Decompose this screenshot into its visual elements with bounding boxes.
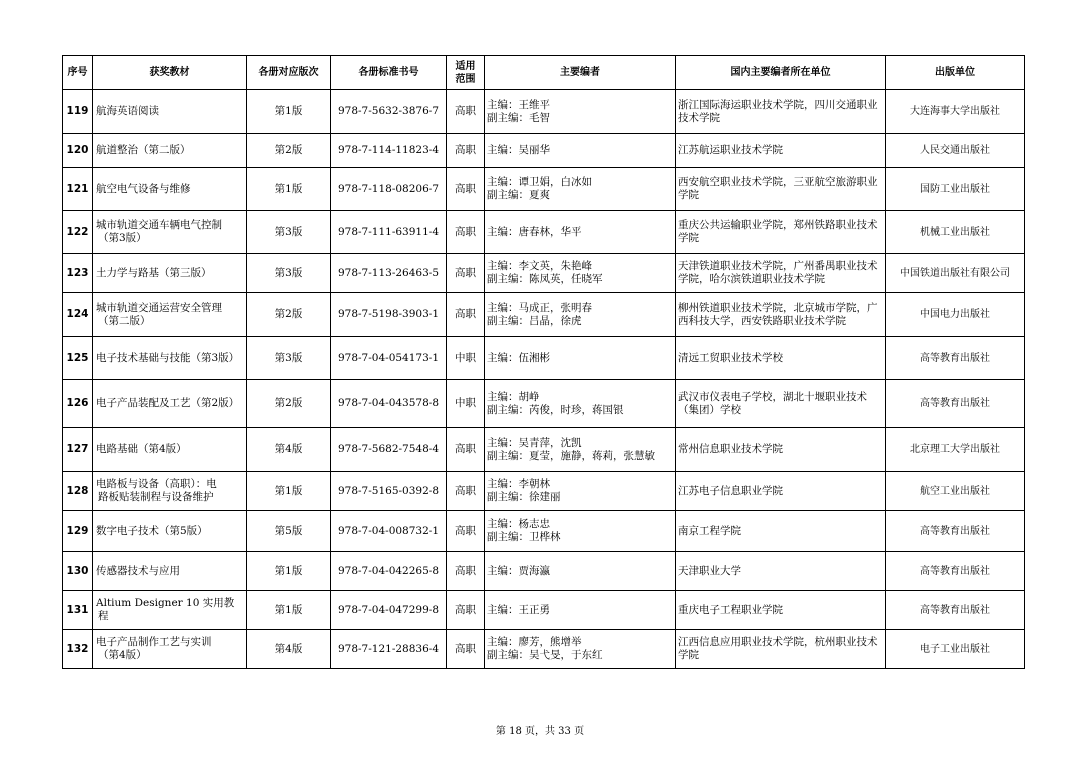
- cell-title-line1: 航道整治（第二版）: [96, 144, 191, 156]
- cell-scope: 高职: [447, 90, 485, 134]
- cell-editor-deputy: 副主编：陈凤英，任晓军: [487, 273, 603, 285]
- cell-unit: 西安航空职业技术学院，三亚航空旅游职业学院: [676, 168, 886, 211]
- cell-no: 122: [63, 211, 93, 254]
- header-scope-line2: 范围: [455, 73, 476, 85]
- cell-publisher: 高等教育出版社: [886, 511, 1025, 552]
- header-publisher: 出版单位: [886, 56, 1025, 90]
- cell-isbn: 978-7-04-054173-1: [331, 337, 447, 380]
- cell-title: [93, 293, 247, 337]
- cell-editor-chief: 主编：李文英，朱艳峰: [487, 260, 592, 272]
- cell-version: 第4版: [247, 630, 331, 669]
- cell-editor-deputy: 副主编：毛智: [487, 111, 550, 124]
- page-number: 第 18 页，共 33 页: [495, 726, 585, 737]
- table-row: [63, 211, 1025, 254]
- cell-publisher: 中国电力出版社: [886, 293, 1025, 337]
- table-row: [63, 254, 1025, 293]
- cell-editors: [485, 472, 676, 511]
- cell-editor-chief: 主编：王正勇: [487, 603, 550, 616]
- cell-editors: [485, 134, 676, 168]
- cell-unit: 重庆公共运输职业学院，郑州铁路职业技术学院: [676, 211, 886, 254]
- cell-publisher: 高等教育出版社: [886, 552, 1025, 591]
- cell-publisher: 高等教育出版社: [886, 380, 1025, 428]
- award-table: [62, 55, 1025, 669]
- cell-unit: 江苏航运职业技术学院: [676, 134, 886, 168]
- table-row: [63, 134, 1025, 168]
- header-row: [63, 56, 1025, 90]
- cell-title-line1: 土力学与路基（第三版）: [96, 266, 212, 279]
- cell-editor-deputy: 副主编：徐建丽: [487, 491, 561, 503]
- cell-version: 第1版: [247, 90, 331, 134]
- cell-editors: [485, 254, 676, 293]
- cell-scope: 中职: [447, 337, 485, 380]
- table-row: [63, 90, 1025, 134]
- header-scope: [447, 56, 485, 90]
- cell-title-line1: 数字电子技术（第5版）: [96, 524, 208, 537]
- table-row: [63, 380, 1025, 428]
- cell-title-line2: 程: [98, 610, 109, 622]
- cell-editor-chief: 主编：李朝林: [487, 478, 550, 490]
- cell-editors: [485, 211, 676, 254]
- cell-title-line2: （第二版）: [98, 314, 151, 327]
- cell-isbn: 978-7-04-043578-8: [331, 380, 447, 428]
- cell-unit: 柳州铁道职业技术学院，北京城市学院，广西科技大学，西安铁路职业技术学院: [676, 293, 886, 337]
- cell-title-line1: 电路板与设备（高职）：电: [96, 478, 217, 490]
- cell-title: [93, 630, 247, 669]
- cell-no: 123: [63, 254, 93, 293]
- header-no: 序号: [63, 56, 93, 90]
- cell-version: 第2版: [247, 134, 331, 168]
- table-row: [63, 428, 1025, 472]
- cell-editor-chief: 主编：唐春林，华平: [487, 225, 582, 238]
- cell-unit: 常州信息职业技术学院: [676, 428, 886, 472]
- cell-isbn: 978-7-5198-3903-1: [331, 293, 447, 337]
- cell-isbn: 978-7-121-28836-4: [331, 630, 447, 669]
- cell-editors: [485, 380, 676, 428]
- cell-editors: [485, 90, 676, 134]
- cell-title: [93, 472, 247, 511]
- table-row: [63, 472, 1025, 511]
- cell-version: 第3版: [247, 211, 331, 254]
- header-units: 国内主要编者所在单位: [676, 56, 886, 90]
- cell-editor-deputy: 副主编：芮俊，时珍，蒋国银: [487, 403, 624, 416]
- cell-no: 129: [63, 511, 93, 552]
- header-isbn: 各册标准书号: [331, 56, 447, 90]
- cell-title-line1: 城市轨道交通车辆电气控制: [96, 219, 222, 231]
- table-row: [63, 511, 1025, 552]
- cell-no: 130: [63, 552, 93, 591]
- cell-title-line1: 电路基础（第4版）: [96, 443, 187, 455]
- cell-version: 第1版: [247, 591, 331, 630]
- cell-no: 124: [63, 293, 93, 337]
- cell-editor-chief: 主编：吴丽华: [487, 144, 550, 156]
- cell-scope: 中职: [447, 380, 485, 428]
- cell-title-line1: 电子产品制作工艺与实训: [96, 636, 212, 648]
- cell-no: 119: [63, 90, 93, 134]
- table-row: [63, 552, 1025, 591]
- cell-version: 第1版: [247, 552, 331, 591]
- cell-scope: 高职: [447, 630, 485, 669]
- cell-scope: 高职: [447, 591, 485, 630]
- cell-isbn: 978-7-5165-0392-8: [331, 472, 447, 511]
- cell-scope: 高职: [447, 168, 485, 211]
- cell-editors: [485, 630, 676, 669]
- cell-title-line1: 航空电气设备与维修: [96, 182, 191, 195]
- cell-editor-chief: 主编：吴青萍，沈凯: [487, 436, 582, 449]
- cell-unit: 清远工贸职业技术学校: [676, 337, 886, 380]
- cell-scope: 高职: [447, 472, 485, 511]
- cell-no: 125: [63, 337, 93, 380]
- cell-editor-deputy: 副主编：夏爽: [487, 189, 550, 201]
- cell-title: [93, 511, 247, 552]
- cell-publisher: 大连海事大学出版社: [886, 90, 1025, 134]
- cell-title: [93, 168, 247, 211]
- cell-unit: 江西信息应用职业技术学院，杭州职业技术学院: [676, 630, 886, 669]
- cell-publisher: 高等教育出版社: [886, 591, 1025, 630]
- cell-publisher: 电子工业出版社: [886, 630, 1025, 669]
- cell-editor-deputy: 副主编：吕晶，徐虎: [487, 314, 582, 327]
- cell-title: [93, 134, 247, 168]
- cell-title: [93, 337, 247, 380]
- cell-title: [93, 552, 247, 591]
- cell-scope: 高职: [447, 211, 485, 254]
- cell-editor-chief: 主编：谭卫娟，白冰如: [487, 176, 592, 188]
- cell-version: 第4版: [247, 428, 331, 472]
- cell-no: 132: [63, 630, 93, 669]
- cell-version: 第1版: [247, 168, 331, 211]
- cell-editors: [485, 293, 676, 337]
- cell-editor-chief: 主编：贾海瀛: [487, 564, 550, 577]
- header-title: 获奖教材: [93, 56, 247, 90]
- cell-publisher: 机械工业出版社: [886, 211, 1025, 254]
- cell-title-line1: 城市轨道交通运营安全管理: [96, 301, 222, 314]
- cell-publisher: 中国铁道出版社有限公司: [886, 254, 1025, 293]
- cell-unit: 江苏电子信息职业学院: [676, 472, 886, 511]
- cell-publisher: 航空工业出版社: [886, 472, 1025, 511]
- table-body: [63, 90, 1025, 669]
- cell-editor-chief: 主编：王维平: [487, 98, 550, 111]
- cell-title: [93, 428, 247, 472]
- cell-version: 第1版: [247, 472, 331, 511]
- cell-title: [93, 90, 247, 134]
- cell-editors: [485, 591, 676, 630]
- header-version: 各册对应版次: [247, 56, 331, 90]
- cell-editors: [485, 428, 676, 472]
- cell-publisher: 北京理工大学出版社: [886, 428, 1025, 472]
- cell-editor-chief: 主编：伍湘彬: [487, 351, 550, 364]
- cell-unit: 浙江国际海运职业技术学院，四川交通职业技术学院: [676, 90, 886, 134]
- cell-unit: 南京工程学院: [676, 511, 886, 552]
- cell-unit: 天津职业大学: [676, 552, 886, 591]
- cell-version: 第2版: [247, 380, 331, 428]
- header-editors: 主要编者: [485, 56, 676, 90]
- cell-editor-deputy: 副主编：吴弋旻，于东红: [487, 649, 603, 661]
- cell-title: [93, 380, 247, 428]
- cell-version: 第5版: [247, 511, 331, 552]
- cell-editors: [485, 168, 676, 211]
- table-row: [63, 293, 1025, 337]
- table-row: [63, 630, 1025, 669]
- cell-editors: [485, 511, 676, 552]
- cell-title-line1: 航海英语阅读: [96, 105, 159, 117]
- cell-editors: [485, 552, 676, 591]
- cell-scope: 高职: [447, 293, 485, 337]
- cell-no: 121: [63, 168, 93, 211]
- cell-isbn: 978-7-5632-3876-7: [331, 90, 447, 134]
- cell-editor-chief: 主编：廖芳，熊增举: [487, 636, 582, 648]
- cell-scope: 高职: [447, 254, 485, 293]
- cell-isbn: 978-7-118-08206-7: [331, 168, 447, 211]
- cell-isbn: 978-7-5682-7548-4: [331, 428, 447, 472]
- cell-publisher: 人民交通出版社: [886, 134, 1025, 168]
- cell-isbn: 978-7-04-042265-8: [331, 552, 447, 591]
- cell-no: 127: [63, 428, 93, 472]
- cell-scope: 高职: [447, 428, 485, 472]
- cell-isbn: 978-7-04-008732-1: [331, 511, 447, 552]
- cell-no: 126: [63, 380, 93, 428]
- cell-editor-deputy: 副主编：卫桦林: [487, 531, 561, 543]
- cell-editors: [485, 337, 676, 380]
- cell-isbn: 978-7-113-26463-5: [331, 254, 447, 293]
- cell-unit: 天津铁道职业技术学院，广州番禺职业技术学院，哈尔滨铁道职业技术学院: [676, 254, 886, 293]
- cell-scope: 高职: [447, 511, 485, 552]
- cell-isbn: 978-7-111-63911-4: [331, 211, 447, 254]
- cell-publisher: 高等教育出版社: [886, 337, 1025, 380]
- cell-editor-chief: 主编：马成正，张明春: [487, 301, 592, 314]
- cell-title-line2: （第4版）: [98, 649, 147, 661]
- cell-scope: 高职: [447, 134, 485, 168]
- cell-version: 第2版: [247, 293, 331, 337]
- cell-unit: 重庆电子工程职业学院: [676, 591, 886, 630]
- cell-title: [93, 254, 247, 293]
- cell-no: 120: [63, 134, 93, 168]
- cell-editor-deputy: 副主编：夏莹，施静，蒋莉，张慧敏: [487, 449, 655, 462]
- cell-unit: 武汉市仪表电子学校，湖北十堰职业技术（集团）学校: [676, 380, 886, 428]
- cell-title-line2: 路板贴装制程与设备维护: [98, 491, 214, 503]
- cell-isbn: 978-7-114-11823-4: [331, 134, 447, 168]
- cell-version: 第3版: [247, 254, 331, 293]
- cell-title-line2: （第3版）: [98, 232, 147, 244]
- cell-no: 128: [63, 472, 93, 511]
- cell-title-line1: 传感器技术与应用: [96, 564, 180, 577]
- table-row: [63, 591, 1025, 630]
- table-row: [63, 337, 1025, 380]
- cell-isbn: 978-7-04-047299-8: [331, 591, 447, 630]
- cell-scope: 高职: [447, 552, 485, 591]
- cell-title-line1: 电子技术基础与技能（第3版）: [96, 351, 240, 364]
- cell-title: [93, 211, 247, 254]
- cell-editor-chief: 主编：胡峥: [487, 390, 540, 403]
- header-scope-line1: 适用: [455, 60, 476, 72]
- table-row: [63, 168, 1025, 211]
- cell-title: [93, 591, 247, 630]
- cell-editor-chief: 主编：杨志忠: [487, 518, 550, 530]
- cell-publisher: 国防工业出版社: [886, 168, 1025, 211]
- cell-no: 131: [63, 591, 93, 630]
- cell-title-line1: Altium Designer 10 实用教: [96, 597, 235, 609]
- cell-title-line1: 电子产品装配及工艺（第2版）: [96, 397, 240, 409]
- cell-version: 第3版: [247, 337, 331, 380]
